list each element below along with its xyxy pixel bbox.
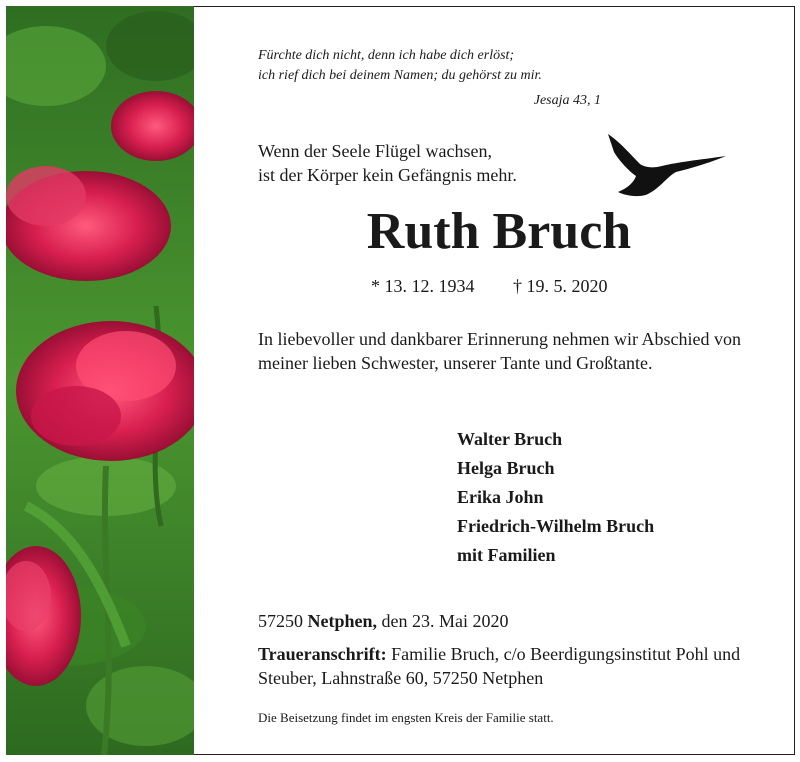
city: Netphen,: [307, 611, 378, 631]
date: den 23. Mai 2020: [381, 611, 509, 631]
burial-note: Die Beisetzung findet im engsten Kreis der Familie statt.: [258, 710, 554, 725]
birth-date: * 13. 12. 1934: [371, 276, 475, 296]
bible-quote-line: Fürchte dich nicht, denn ich habe dich erlöst;: [258, 48, 515, 63]
saying-text: [258, 139, 517, 187]
bible-quote: [258, 46, 542, 86]
saying-line: Wenn der Seele Flügel wachsen,: [258, 141, 492, 161]
mourner-name: Walter Bruch: [457, 429, 563, 449]
bird-silhouette-icon: [606, 132, 728, 203]
address-label: Traueranschrift:: [258, 644, 387, 664]
life-dates: [371, 276, 608, 297]
place-and-date: [258, 611, 509, 632]
mourner-name: Erika John: [457, 487, 544, 507]
peony-flower-photo: [6, 6, 194, 755]
mourner-name: mit Familien: [457, 545, 556, 565]
deceased-name: Ruth Bruch: [366, 203, 632, 260]
address-text: Familie Bruch, c/o Beerdigungsinstitut Pohl und Steuber, Lahnstraße 60, 57250 Netphen: [258, 644, 741, 688]
death-date: † 19. 5. 2020: [513, 276, 608, 296]
intro-text: In liebevoller und dankbarer Erinnerung nehmen wir Abschied von meiner lieben Schwester, unserer Tante und Großtante.: [258, 329, 741, 373]
bible-quote-line: ich rief dich bei deinem Namen; du gehörst zu mir.: [258, 68, 542, 83]
saying-line: ist der Körper kein Gefängnis mehr.: [258, 165, 517, 185]
bible-quote-reference: Jesaja 43, 1: [533, 93, 601, 108]
mourner-name: Friedrich-Wilhelm Bruch: [457, 516, 655, 536]
postcode: 57250: [258, 611, 303, 631]
obituary-content: [194, 6, 795, 755]
mourner-name: Helga Bruch: [457, 458, 555, 478]
mourners-list: [457, 425, 654, 570]
mourning-address: [258, 642, 748, 690]
